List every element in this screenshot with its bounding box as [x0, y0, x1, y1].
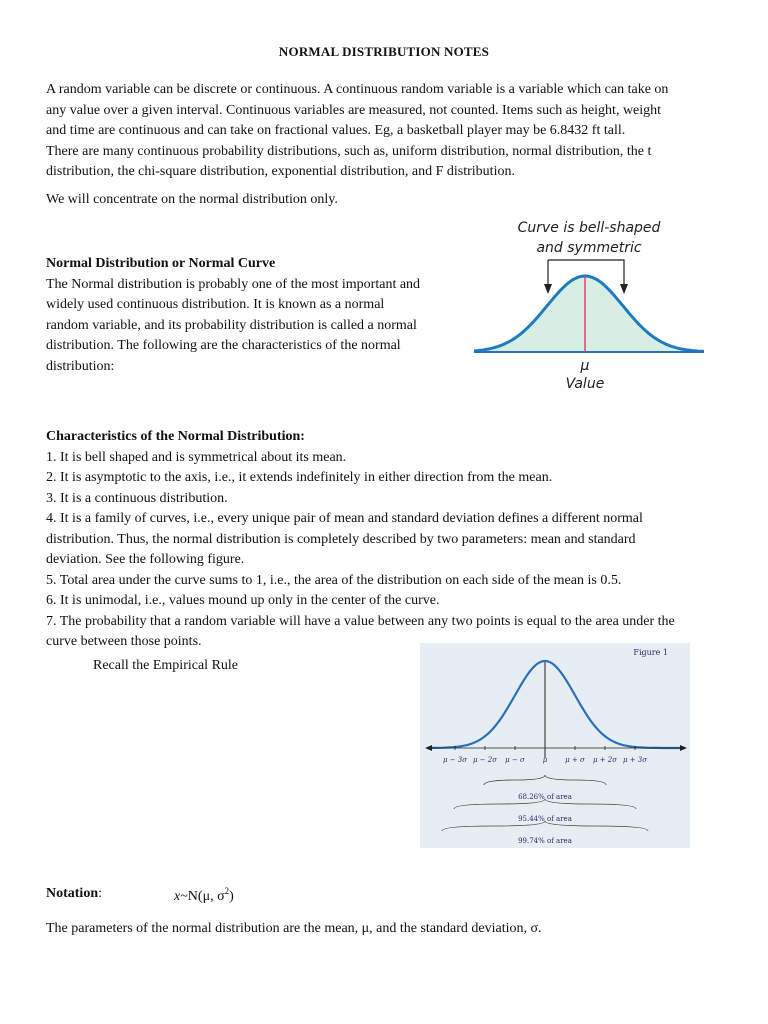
empirical-rule-caption: Recall the Empirical Rule — [93, 658, 239, 673]
characteristic-item: 7. The probability that a random variable will have a value between any two points is equal to the area under the — [46, 613, 675, 629]
parameters-sentence: The parameters of the normal distribution are the mean, μ, and the standard deviation, σ. — [46, 921, 542, 936]
characteristic-item: 4. It is a family of curves, i.e., every unique pair of mean and standard deviation defines a different normal — [46, 511, 643, 526]
axis-tick-label: μ + σ — [565, 756, 585, 764]
formula-body: ~N(μ, σ — [180, 889, 225, 904]
bracket-label-95: 95.44% of area — [518, 815, 572, 823]
normal-curve-line: The Normal distribution is probably one of the most important and — [46, 276, 421, 292]
intro-paragraph — [46, 80, 736, 183]
axis-tick-label: μ — [542, 756, 548, 764]
axis-tick-label: μ + 2σ — [592, 756, 618, 764]
mu-label: μ — [580, 358, 590, 374]
empirical-rule-figure — [420, 643, 690, 848]
notation-label: Notation — [46, 886, 99, 901]
intro-line: A random variable can be discrete or continuous. A continuous random variable is a variable which can take on — [46, 82, 669, 97]
normal-curve-heading: Normal Distribution or Normal Curve — [46, 256, 276, 271]
characteristic-item: curve between those points. — [46, 634, 202, 649]
intro-line: There are many continuous probability distributions, such as, uniform distribution, normal distribution, the t — [46, 143, 652, 159]
formula-superscript: 2 — [224, 886, 230, 896]
bell-caption-line1: Curve is bell-shaped — [517, 220, 661, 236]
characteristic-item: deviation. See the following figure. — [46, 552, 245, 567]
characteristics-heading: Characteristics of the Normal Distribution: — [46, 429, 305, 444]
normal-curve-line: distribution: — [46, 358, 115, 374]
normal-curve-line: random variable, and its probability distribution is called a normal — [46, 317, 417, 333]
bracket-label-68: 68.26% of area — [518, 793, 572, 801]
characteristic-item: 5. Total area under the curve sums to 1, i.e., the area of the distribution on each side of the mean is 0.5. — [46, 572, 622, 588]
axis-tick-label: μ + 3σ — [622, 756, 648, 764]
axis-tick-label: μ − 2σ — [472, 756, 498, 764]
characteristics-section — [46, 427, 736, 653]
arrow-left-icon — [544, 284, 552, 294]
normal-curve-section — [46, 254, 456, 377]
axis-tick-label: μ − σ — [505, 756, 525, 764]
figure-label: Figure 1 — [633, 648, 668, 657]
concentrate-paragraph: We will concentrate on the normal distribution only. — [46, 192, 338, 207]
bell-curve-figure — [474, 218, 704, 398]
characteristic-item: 2. It is asymptotic to the axis, i.e., it extends indefinitely in either direction from the mean. — [46, 470, 553, 485]
bracket-label-99: 99.74% of area — [518, 837, 572, 845]
characteristic-item: 3. It is a continuous distribution. — [46, 490, 228, 506]
bell-caption-line2: and symmetric — [536, 240, 642, 256]
characteristic-item: 1. It is bell shaped and is symmetrical about its mean. — [46, 449, 347, 465]
normal-curve-line: distribution. The following are the characteristics of the normal — [46, 338, 401, 353]
axis-tick-label: μ − 3σ — [442, 756, 468, 764]
notation-colon: : — [98, 886, 103, 901]
intro-line: any value over a given interval. Continuous variables are measured, not counted. Items such as height, weight — [46, 102, 662, 118]
value-label: Value — [565, 376, 605, 392]
page-title: NORMAL DISTRIBUTION NOTES — [278, 44, 490, 59]
notation-formula — [174, 886, 234, 905]
characteristic-item: distribution. Thus, the normal distribution is completely described by two parameters: mean and standard — [46, 531, 636, 547]
formula-variable: x — [174, 889, 181, 904]
intro-line: distribution, the chi-square distribution, exponential distribution, and F distribution. — [46, 164, 515, 179]
characteristic-item: 6. It is unimodal, i.e., values mound up only in the center of the curve. — [46, 593, 440, 608]
normal-curve-line: widely used continuous distribution. It is known as a normal — [46, 297, 385, 312]
intro-line: and time are continuous and can take on fractional values. Eg, a basketball player may be 6.8432 ft tall. — [46, 123, 626, 138]
arrow-right-icon — [620, 284, 628, 294]
formula-close: ) — [229, 889, 234, 904]
